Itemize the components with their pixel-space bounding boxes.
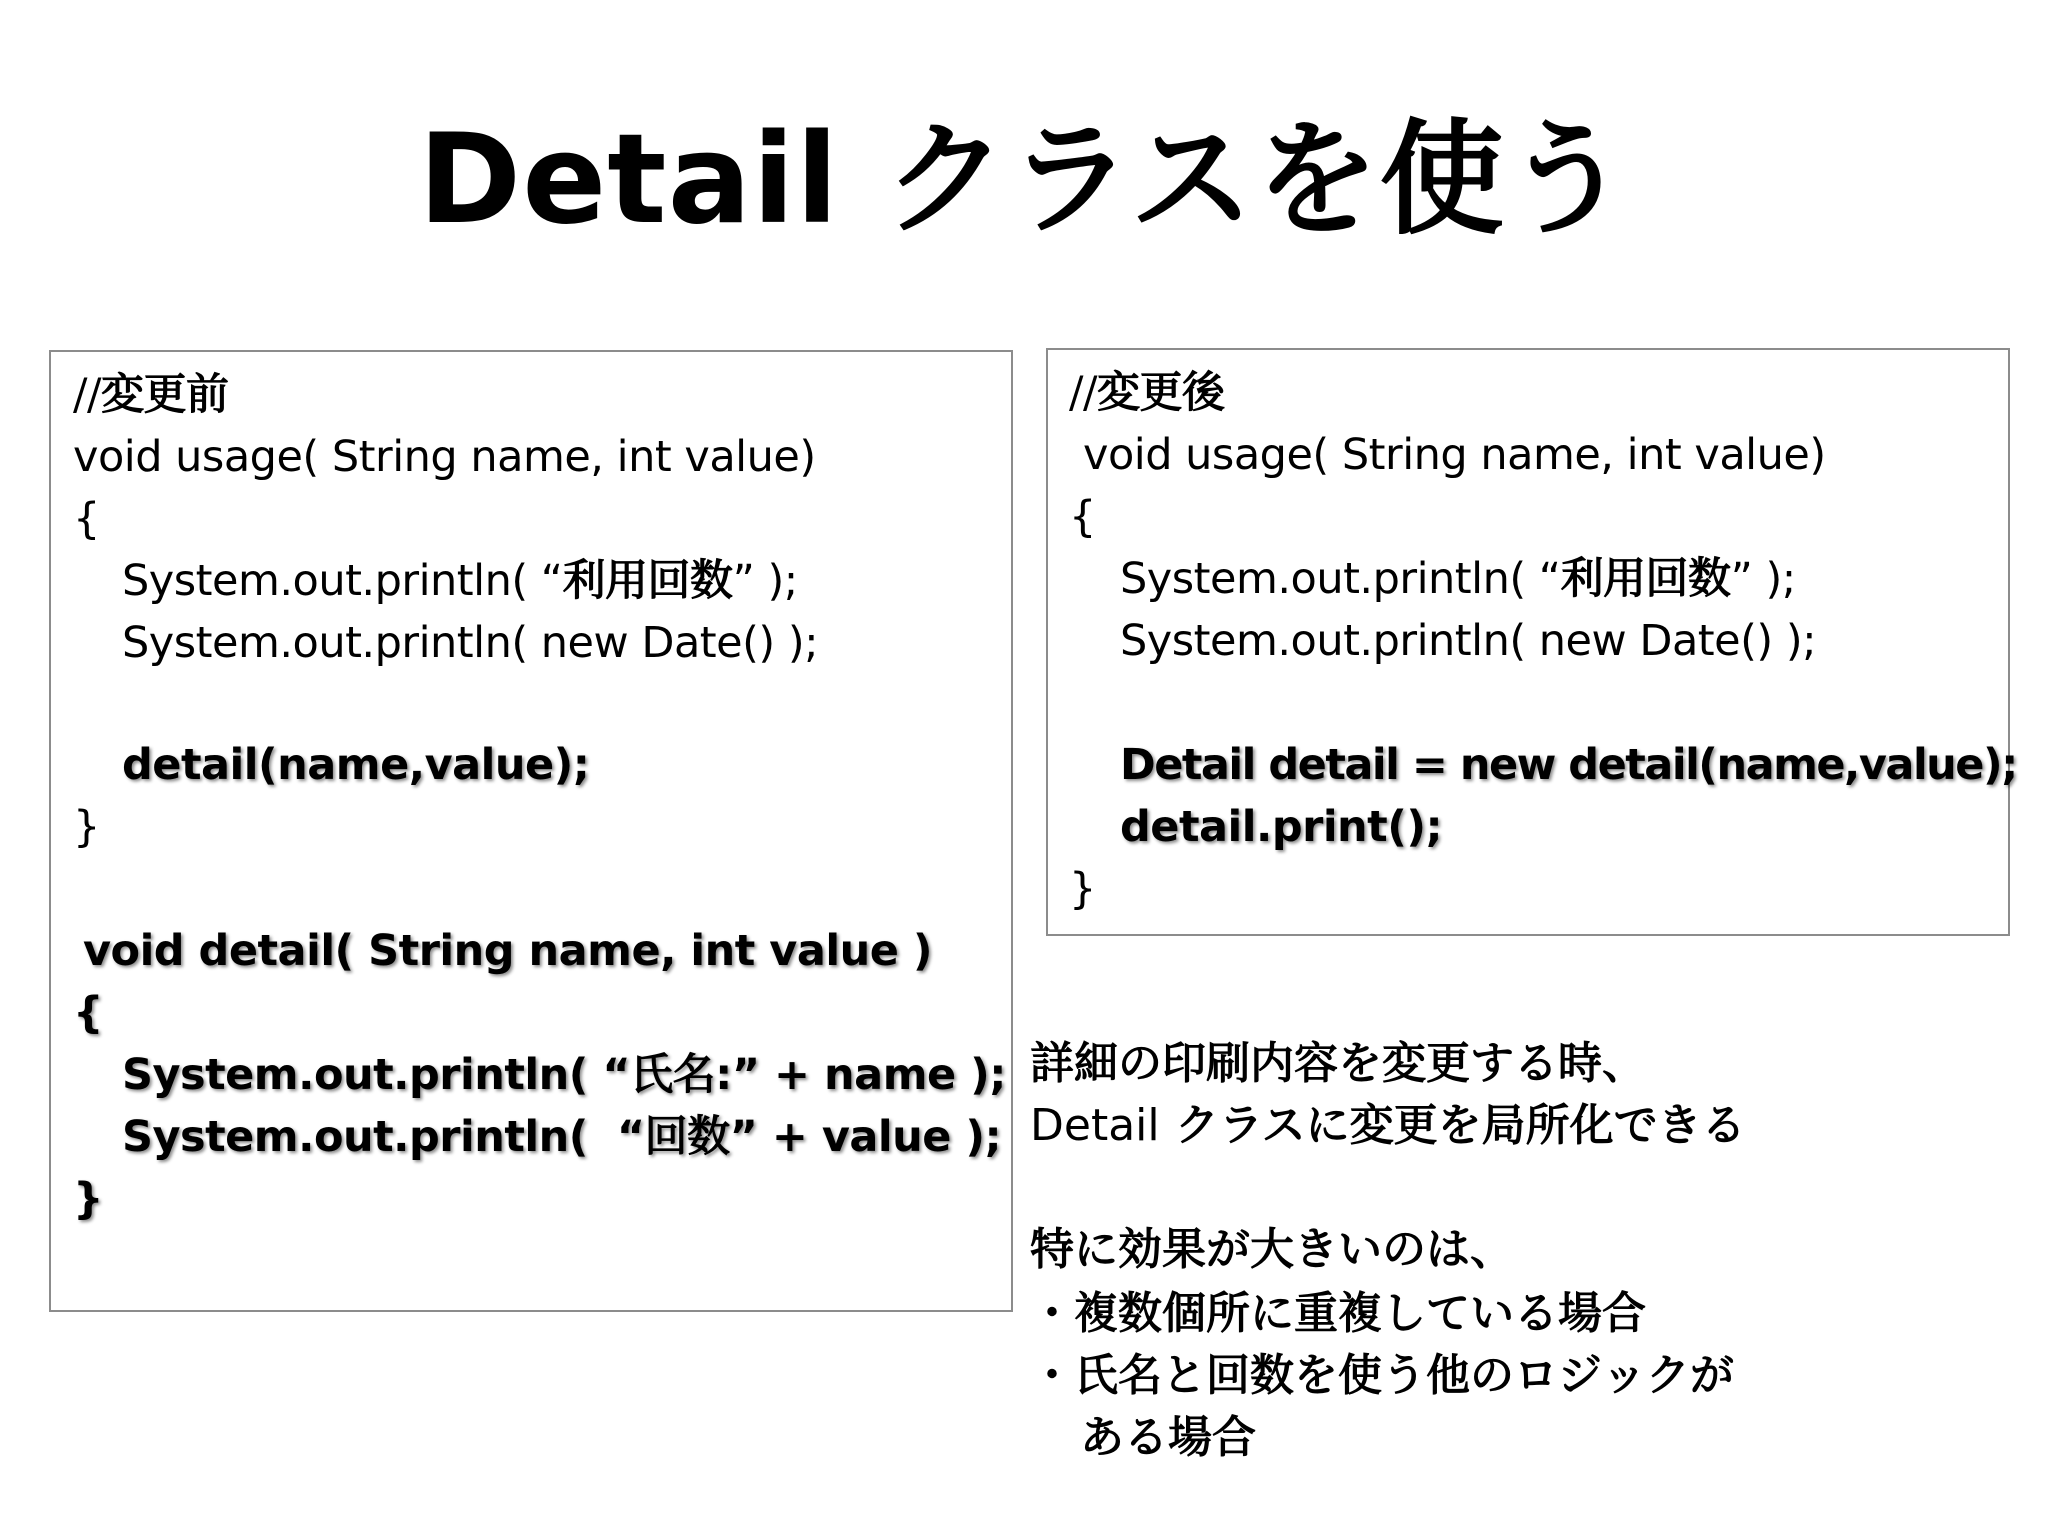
- string-literal: 利用回数: [1560, 554, 1731, 604]
- note-line: 詳細の印刷内容を変更する時、: [1030, 1038, 1646, 1089]
- code-line-highlighted: [122, 1112, 1002, 1162]
- code-line-highlighted: Detail detail = new detail(name,value);: [1120, 740, 2017, 790]
- code-line: void usage( String name, int value): [73, 432, 816, 482]
- code-line-highlighted: detail(name,value);: [122, 740, 590, 790]
- note-line: 特に効果が大きいのは、: [1030, 1224, 1514, 1275]
- bullet-item: ・複数個所に重複している場合: [1030, 1288, 1646, 1339]
- comment-text: 変更後: [1096, 368, 1225, 418]
- code-line-highlighted: detail.print();: [1120, 802, 1443, 852]
- code-fragment: ” );: [1730, 554, 1796, 604]
- code-line: void usage( String name, int value): [1083, 430, 1826, 480]
- code-line: }: [1069, 864, 1096, 914]
- code-line: [1120, 554, 1796, 604]
- code-line: System.out.println( new Date() );: [1120, 616, 1817, 666]
- code-line: }: [73, 802, 100, 852]
- code-line: [122, 556, 798, 606]
- comment-after: [1069, 368, 1225, 418]
- code-line-highlighted: [122, 1050, 1006, 1100]
- code-box-after: [1046, 348, 2017, 936]
- bullet-item: ・氏名と回数を使う他のロジックが: [1030, 1350, 1734, 1401]
- code-fragment: System.out.println( “: [122, 556, 563, 606]
- comment-slashes: //: [1069, 368, 1097, 418]
- string-literal: 氏名:: [630, 1050, 732, 1100]
- code-fragment: ” + name );: [731, 1050, 1006, 1100]
- code-fragment: ” + value );: [729, 1112, 1002, 1162]
- code-fragment: System.out.println( “: [122, 1112, 645, 1162]
- code-line: {: [73, 494, 100, 544]
- comment-before: [73, 370, 229, 420]
- code-line-highlighted: {: [73, 988, 104, 1038]
- string-literal: 利用回数: [562, 556, 733, 606]
- note-text: クラスに変更を局所化できる: [1159, 1100, 1746, 1151]
- code-box-before: [49, 350, 1013, 1312]
- code-line-highlighted: }: [73, 1174, 104, 1224]
- note-latin: Detail: [1030, 1100, 1160, 1151]
- note-line: [1030, 1100, 1746, 1151]
- code-fragment: System.out.println( “: [122, 1050, 631, 1100]
- slide-title: Detail クラスを使う: [418, 108, 1630, 252]
- bullet-item-continuation: ある場合: [1080, 1412, 1256, 1463]
- comment-text: 変更前: [100, 370, 229, 420]
- code-line-highlighted: void detail( String name, int value ): [83, 926, 932, 976]
- code-fragment: ” );: [732, 556, 798, 606]
- code-line: System.out.println( new Date() );: [122, 618, 819, 668]
- code-fragment: System.out.println( “: [1120, 554, 1561, 604]
- string-literal: 回数: [644, 1112, 730, 1162]
- code-line: {: [1069, 492, 1096, 542]
- comment-slashes: //: [73, 370, 101, 420]
